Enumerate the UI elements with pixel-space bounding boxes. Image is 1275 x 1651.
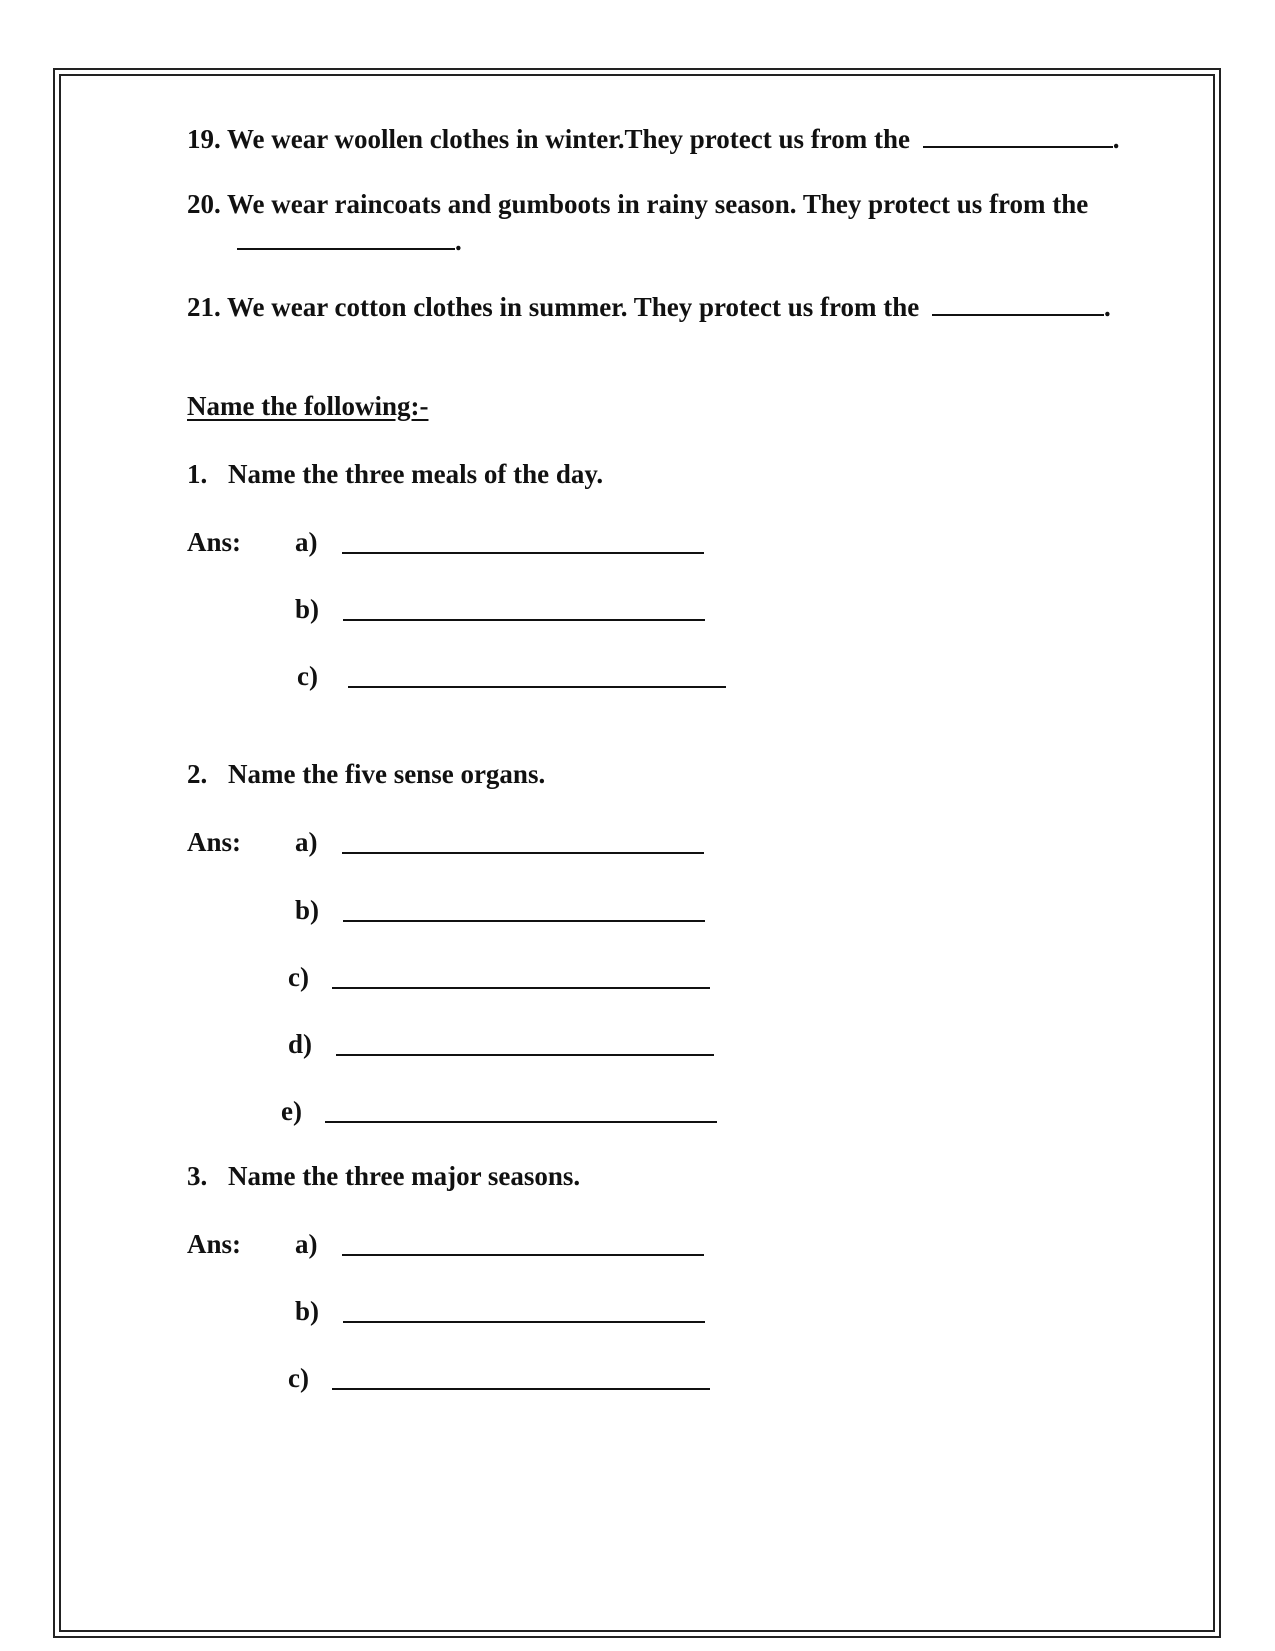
name-question-1-number: 1.	[187, 459, 208, 489]
option-label: c)	[288, 1363, 309, 1393]
question-20	[187, 188, 1088, 220]
answer-line[interactable]	[325, 1121, 717, 1123]
question-19-text: 19. We wear woollen clothes in winter.They protect us from the	[187, 124, 910, 154]
question-21	[187, 290, 1111, 323]
answer-line[interactable]	[342, 552, 704, 554]
question-19	[187, 122, 1119, 155]
name-question-1-text: Name the three meals of the day.	[228, 459, 604, 489]
question-21-text: 21. We wear cotton clothes in summer. They protect us from the	[187, 292, 920, 322]
option-label: c)	[288, 962, 309, 992]
question-20-text: 20. We wear raincoats and gumboots in rainy season. They protect us from the	[187, 189, 1089, 219]
answer-line[interactable]	[343, 920, 705, 922]
name-question-3	[187, 1160, 580, 1192]
name-question-3-number: 3.	[187, 1161, 208, 1191]
ans-label: Ans:	[187, 527, 242, 557]
answer-line[interactable]	[342, 1254, 704, 1256]
answer-line[interactable]	[342, 852, 704, 854]
name-question-2-number: 2.	[187, 759, 208, 789]
answer-line[interactable]	[332, 1388, 710, 1390]
section-heading: Name the following:-	[187, 391, 429, 421]
option-label: d)	[288, 1029, 313, 1059]
answer-line[interactable]	[343, 619, 705, 621]
ans-label: Ans:	[187, 1229, 242, 1259]
option-label: b)	[295, 895, 320, 925]
option-label: c)	[297, 661, 318, 691]
option-label: a)	[295, 1229, 318, 1259]
ans-label: Ans:	[187, 827, 242, 857]
answer-line[interactable]	[332, 987, 710, 989]
option-label: b)	[295, 594, 320, 624]
option-label: a)	[295, 527, 318, 557]
name-question-1	[187, 458, 603, 490]
question-19-end: .	[1112, 124, 1120, 154]
name-question-2-text: Name the five sense organs.	[228, 759, 546, 789]
question-20-blank[interactable]	[237, 224, 455, 250]
option-label: e)	[281, 1096, 302, 1126]
question-20-answer-line	[237, 224, 462, 257]
answer-line[interactable]	[343, 1321, 705, 1323]
option-label: b)	[295, 1296, 320, 1326]
question-19-blank[interactable]	[923, 122, 1113, 148]
answer-line[interactable]	[348, 686, 726, 688]
name-question-3-text: Name the three major seasons.	[228, 1161, 581, 1191]
question-21-blank[interactable]	[932, 290, 1104, 316]
answer-line[interactable]	[336, 1054, 714, 1056]
question-20-end: .	[455, 226, 462, 256]
option-label: a)	[295, 827, 318, 857]
name-question-2	[187, 758, 545, 790]
question-21-end: .	[1103, 292, 1111, 322]
